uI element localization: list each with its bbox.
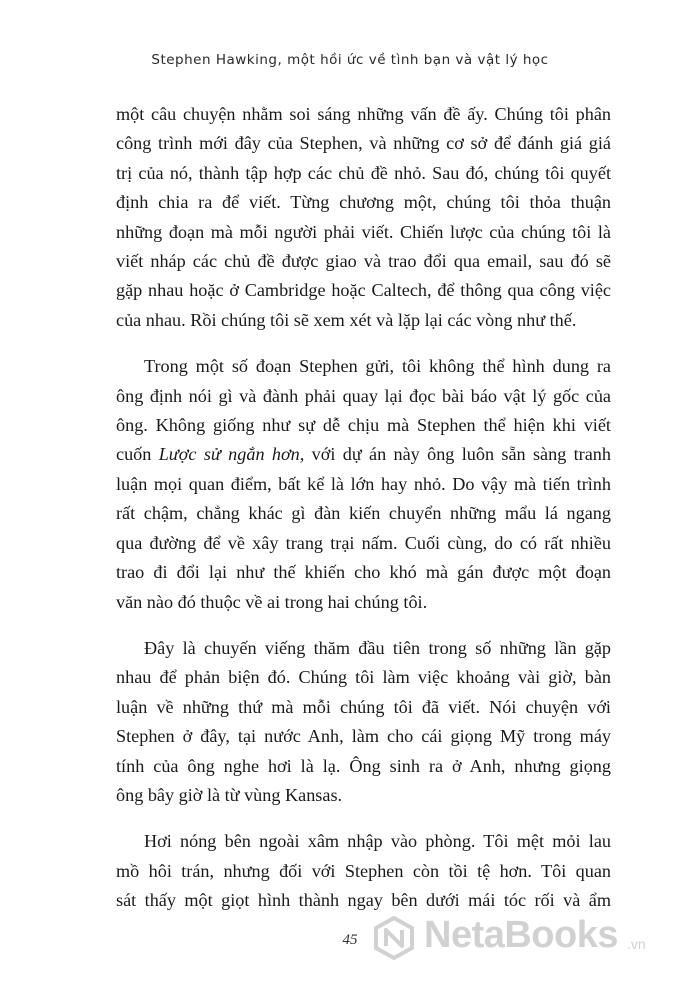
watermark bbox=[372, 910, 672, 970]
text-line: trao đi đổi lại như thế khiến cho khó mà gán được một đoạn bbox=[116, 562, 611, 583]
text-line: sát thấy một giọt hình thành ngay bên dưới mái tóc rối và ẩm bbox=[116, 890, 611, 911]
text-line: mồ hôi trán, nhưng đối với Stephen còn tồi tệ hơn. Tôi quan bbox=[116, 860, 611, 881]
watermark-brand: NetaBooks bbox=[424, 914, 618, 956]
text-line: ông. Không giống như sự dễ chịu mà Stephen thể hiện khi viết bbox=[116, 415, 611, 436]
text-line: một câu chuyện nhằm soi sáng những vấn đề ấy. Chúng tôi phân bbox=[116, 104, 611, 124]
text-line: rất chậm, chẳng khác gì đàn kiến chuyển những mẩu lá ngang bbox=[116, 503, 611, 524]
text-line: văn nào đó thuộc về ai trong hai chúng tôi. bbox=[116, 591, 428, 612]
paragraph-1 bbox=[116, 100, 611, 335]
text-line: luận mọi quan điểm, bất kể là lớn hay nhỏ. Do vậy mà tiến trình bbox=[116, 473, 611, 494]
text-line-with-title bbox=[116, 440, 611, 469]
body-text bbox=[116, 100, 611, 933]
text-line: Đây là chuyến viếng thăm đầu tiên trong số những lần gặp bbox=[144, 637, 611, 658]
text-line: ông bây giờ là từ vùng Kansas. bbox=[116, 784, 343, 805]
text-line: công trình mới đây của Stephen, và những cơ sở để đánh giá giá bbox=[116, 133, 611, 154]
text-fragment: với dự án này ông luôn sẵn sàng tranh bbox=[304, 444, 611, 465]
text-line: Stephen ở đây, tại nước Anh, làm cho cái giọng Mỹ trong máy bbox=[116, 726, 611, 747]
paragraph-4 bbox=[116, 827, 611, 915]
text-line: của nhau. Rồi chúng tôi sẽ xem xét và lặp lại các vòng như thế. bbox=[116, 309, 577, 330]
text-fragment: cuốn bbox=[116, 444, 159, 465]
text-line: tính của ông nghe hơi là lạ. Ông sinh ra ở Anh, nhưng giọng bbox=[116, 755, 611, 776]
netabooks-logo-icon bbox=[372, 916, 416, 960]
text-line: nhau để phản biện đó. Chúng tôi làm việc khoảng vài giờ, bàn bbox=[116, 667, 611, 688]
watermark-suffix: .vn bbox=[627, 936, 646, 952]
book-title: Lược sử ngắn hơn, bbox=[158, 444, 305, 465]
page-number: 45 bbox=[342, 932, 358, 948]
text-line: gặp nhau hoặc ở Cambridge hoặc Caltech, để thông qua công việc bbox=[116, 280, 611, 301]
text-line: luận về những thứ mà mỗi chúng tôi đã viết. Nói chuyện với bbox=[116, 696, 611, 717]
paragraph-3 bbox=[116, 634, 611, 810]
text-line: trị của nó, thành tập hợp các chủ đề nhỏ. Sau đó, chúng tôi quyết bbox=[116, 162, 611, 183]
text-line: viết nháp các chủ đề được giao và trao đổi qua email, sau đó sẽ bbox=[116, 251, 611, 272]
running-head: Stephen Hawking, một hồi ức về tình bạn và vật lý học bbox=[151, 52, 549, 68]
text-line: những đoạn mà mỗi người phải viết. Chiến lược của chúng tôi là bbox=[116, 221, 611, 242]
text-line: Trong một số đoạn Stephen gửi, tôi không thể hình dung ra bbox=[144, 356, 611, 377]
text-line: qua đường để về xây trang trại nấm. Cuối cùng, do có rất nhiều bbox=[116, 532, 611, 553]
text-line: định chia ra để viết. Từng chương một, chúng tôi thỏa thuận bbox=[116, 192, 611, 213]
text-line: Hơi nóng bên ngoài xâm nhập vào phòng. Tôi mệt mỏi lau bbox=[144, 831, 611, 852]
text-line: ông định nói gì và đành phải quay lại đọc bài báo vật lý gốc của bbox=[116, 385, 611, 406]
paragraph-2 bbox=[116, 352, 611, 617]
